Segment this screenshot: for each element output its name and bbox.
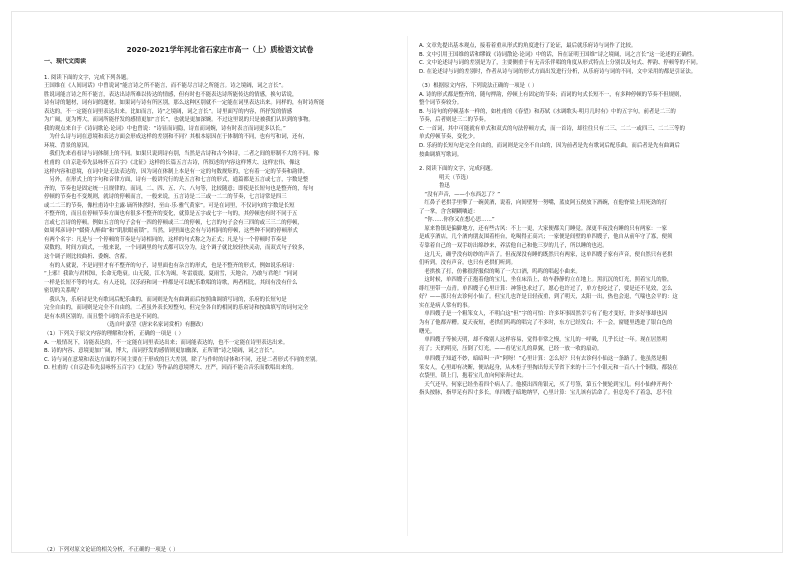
exam-page [12,12,782,552]
left-body-text [44,82,396,373]
text-line: 齐的，节奏也是固定统一且规律的。而词，二、四、五、六、八句等，比较随意；即使是长短句也是整齐的，每句 [44,185,314,192]
text-line: 专靠着自己的一双手纺出绵纱来，养活他自己和他三岁的儿子，所以睡的也迟。 [419,243,608,250]
text-line: B. 诗的内容、意境更加广阔，博大，而词抒发的感情则更加幽深，正所谓“诗之境阔，词之言长”。 [44,348,278,355]
text-line: （选自叶嘉莹《唐宋名家词赏析》有删改） [104,322,207,329]
text-line: （1）下列关于原文内容的理解和分析，正确的一项是（ ） [44,330,184,337]
text-line: 密切的关系呢？ [44,288,82,295]
text-line: 老拱挨了打，仿佛很舒服似的喝了一大口酒，呜呜的唱起小曲来。 [419,268,581,275]
text-line: 节奏，后者则是三二的节奏。 [419,117,490,124]
text-line: C. 文中论述诗与词的差别是为了，主要侧重于有无音乐伴唱的角度从形式特点上分别以及句式、押韵、停顿等的不同。 [419,60,702,67]
text-line: 好？——那只有去诊何小仙了。但宝儿也许是日轻夜重，到了明天，太阳一出，热也会退，气喘也会平的：这 [419,294,678,301]
text-line: D. 乐府的长短句是完全自由的，而词则是完全不自由的，因为前者是先有歌词后配乐曲，而后者是先有曲调后 [419,143,680,150]
text-line: 们听到，没有声音，也只有老拱们听到。 [419,260,517,267]
text-line: 这个调子则比较曲折、委婉、含蓄。 [44,254,131,261]
text-line: 表达的，不一定能在词里表达出来。比如而言，诗“之境阔，词之言长”。诗里面写的内容，所抒发的情感 [44,108,293,115]
question-intro: 1. 阅读下面的文字，完成下列各题。 [44,74,132,81]
text-line: 为什么诗与词在意境和表达方面会形成这样的差别和不同？其根本原因在于体制的不同，也有写和词，还有， [44,134,309,141]
text-line: 停顿的节奏也不变规则，就诗的停顿而言，一般来说，五言诗是二三或一二二的节奏，七言诗常是四三 [44,194,287,201]
text-line: 环境、背景的原因。 [44,142,93,149]
text-line: 完全自由的，而词则是完全不自由的。二者虽外表长短整句，但完全各自的相同的乐府诗和按曲填写的词句完全 [44,305,309,312]
text-line: 诗有诗的题材，词有词的题材。如果词与诗有所区别，那么这种区别就不一定能在词里表达出来。同样的，有时诗所能 [44,100,325,107]
text-line: “上邪！我欲与君相知，长命无绝衰。山无陵，江水为竭，冬雷震震，夏雨雪，天地合，乃敢与君绝！”同词 [44,271,298,278]
text-line: 单式停顿节奏，变化少。 [419,134,479,141]
text-line: 如周邦彦词中“媛倚人醉曲”和“肌肤眼前锁”。当然，词里面也会有与诗相同的停顿，这些种不同的停顿形式 [44,228,298,235]
text-line: C. 一首词，其中可能就有单式和双式的句法停顿方式，而一首诗，却往往只有二三、二二一或四三、二二三等的 [419,125,685,132]
text-line: “你……你你又在想心思……” [419,217,495,224]
text-line: 为广阔，更为博大，而词所能抒发的感情更加“言长”，也就是更加深婉。不过这里说的只是被我们认识到的事物。 [44,117,314,124]
text-line: A. 诗的形式都是整齐的，随句押韵，停顿上有固定的节奏；而词的句式长短不一，有多种停顿的节奏不但规则， [419,91,685,98]
text-line: 不整齐的，而且在停顿节奏方面也有很多不整齐的变化，就算是五字或七字一句的，其停顿也有时不同于五 [44,211,298,218]
text-line: 单四嫂子是一个粗笨女人，不明白这“但”字的可怕：许多坏事固然幸亏有了他才变好，许多好事却也因 [419,311,668,318]
text-line: 绯红里带一点青。单四嫂子心里计算：神签也求过了，愿心也许过了，单方也吃过了，要是还不见效，怎么 [419,285,673,292]
text-line: 鲁迅 [439,183,450,190]
text-line: 有的人就说，不是词里才有不整齐的句子，诗里面也有杂言的形式，也是不整齐的形式，例如说乐府诗： [44,262,298,269]
text-line: 言或七言诗的停顿。例如五言的句子会有一四的停顿或三二的停顿，七言的句子会有三四的或三三二的停顿， [44,219,303,226]
text-line: 为有了他都弄糟。夏天夜短，老拱们呜呜的唱完了不多时，东方已经发白；不一会，窗缝里透进了银白色的 [419,319,673,326]
text-line: 曙光。 [419,328,436,335]
text-line: B. 文中引用王国维的话和缪钺《诗词散论·论词》中的话，旨在证明王国维“诗之境阔，词之言长”这一论述的正确性。 [419,51,698,58]
text-line: 衣袋里，锁上门，抱着宝儿直向何家奔过去。 [419,373,527,380]
right-column [419,42,775,398]
text-line: 双数的，时间方面式，一般来说，一个词调里的句式都可以分为，这个调子就比较轻快灵动，而双式句子较多， [44,245,309,252]
text-line: 王国维在《人间词话》中曾说词“能言诗之所不能言，而不能尽言诗之所能言。诗之境阔，词之言长”。 [44,83,287,90]
text-line: 了一掌，含含糊糊嚷道： [419,208,479,215]
text-line: A. 文章先提出基本观点，接着着重从形式的角度进行了论证，最后就乐府诗与词作了比较。 [419,43,637,49]
text-line: 胜说词能言诗之所不能言，表达出诗所难以传达的情感，但有时也不能表达诗所能传达的情感，换句话说， [44,91,298,98]
section-heading: 一、现代文阅读 [44,58,87,65]
text-line: C. 诗与词在意境和表达方面的不同主要在于形成的巨大差别，除了与作时的诗体和不同，还是二者形式不同的差别。 [44,356,321,363]
text-line: 按曲调填写歌词。 [419,151,463,158]
text-line: 红鼻子老拱手里擎了一碗黄酒，说着，向间壁努一努嘴，蓝皮阿五便放下酒碗，在他脊梁上用死劲的打 [419,200,667,207]
left-column [44,58,396,373]
text-line: 我的观点来自于《诗词歌论·论词》中也曾说：“诗显而词隐，诗直而词婉，诗有时表言而词更多以长。” [44,125,286,132]
text-line: 原来鲁镇是偏僻地方，还有些古风：不上一更，大家便都关门睡觉。深更半夜没有睡的只有两家：一家 [419,225,667,232]
text-line: 另外，在形式上的字句和音律方面，诗有一般讲究行的是五言和七言的形式，通篇都是五言或七言，字数是整 [44,177,309,184]
text-line: 实在是病人常有的事。 [419,302,473,309]
text-line: 这几天，确乎没有纺纱的声音了。但夜深没有睡的既然只有两家，这单四嫂子家有声音，便自然只有老拱 [419,251,673,258]
text-line: （3）根据原文内容，下列说法正确的一项是（ ） [419,83,538,90]
exam-title: 2020-2021学年河北省石家庄市高一（上）质检语文试卷 [126,45,314,54]
text-line: A. 一般情况下，诗能表达的，不一定能在词里表达出来；而词能表达的，也不一定能在诗里表达出来。 [44,339,289,346]
text-line: B. 与诗句的停顿基本一样的，如杜甫的《春望》和苏轼《水调歌头·明月几时有》中的五字句，前者是二三的 [419,108,676,115]
text-line: 2. 阅读下面的文字，完成问题。 [419,166,496,173]
text-line: 或二二三的节奏，像杜甫诗中主露·谪所体然时，至山·乐·雅气黄家”。可是在词里，不仅词句的字数是长短 [44,202,295,209]
text-line: 天气还早，何家已经坐着四个病人了。他摸出四角银元，买了号签，第五个便轮到宝儿。何小仙伸开两个 [419,381,673,388]
text-line: D. 杜甫的《自京赴奉先县咏怀五百字》《北征》等作品的意境博大、庄严，因而不能合音乐而歌唱出来的。 [44,365,297,372]
text-line: 有两个名字：凡是与一个停顿的节奏是与诗相同的，这样的句式称之为正式；凡是与一个停顿时节奏是 [44,236,287,243]
text-line: 单四嫂子等候天明，却不像别人这样容易，觉得非常之慢，宝儿的一呼吸，几乎长过一年。现在居然明 [419,337,667,344]
text-line: 笨女人，心里却有决断，便站起身，从木柜子里掏出每天节省下来的十三个小银元和一百八十个铜钱，都装在 [419,364,678,371]
text-line: 指头按脉，指甲足有四寸多长，单四嫂子暗地纳罕，心里计算：宝儿该有活命了。但总免不了着急，忍不住 [419,390,673,397]
text-line: 是咸亨酒店，几个酒肉朋友围着柜台，吃喝得正高兴；一家便是间壁的单四嫂子，他自从前年守了寡，便须 [419,234,673,241]
text-line: 我认为，乐府诗是先有歌词后配乐曲的，而词则是先有曲调而后按照曲调填写词的，乐府的长短句是 [44,296,287,303]
text-line: 是有本质区别的。而且整个词的音乐也是不同的。 [44,313,163,320]
text-line: 明天（节选） [439,174,472,181]
text-line: 单四嫂子知道不妙，暗暗叫一声“阿呀！”心里计算：怎么好？只有去诊何小仙这一条路了。他虽然是粗 [419,356,668,363]
text-line: 这样内容和意境，在词中是无法表达的，因为词在体制上本是有一定的句数规矩的，它有着一定的节奏和韵律。 [44,168,309,175]
text-line: 亮了；天的明亮，压倒了灯光，——看见宝儿的鼻翼，已经一放一收的扇动。 [419,345,603,352]
text-line: 我们先来看看诗与词体制上的不同。如果只说到诗有别，当然是古诗和古今体诗，二者之间的形制不大的不同。像 [44,151,319,158]
text-line: 整个词节奏较分。 [419,100,463,107]
text-line: “没有声音，——小东西怎了？” [419,191,501,198]
text-line: 杜甫的《自京赴奉先县咏怀五百字》《北征》这样的长篇五言古诗，所叙述的内容这样博大、这样宏伟，像这 [44,160,301,167]
right-body-text [419,42,775,398]
column-divider [407,36,408,536]
text-line: 一样是长短不等的句式。有人还说，汉乐府和词一样都是可以配乐歌唱的诗歌，两者相比，其间有没有什么 [44,279,298,286]
question-2-stem: （2）下列对原文论证的相关分析，不正确的一项是（ ） [44,547,179,553]
text-line: 这时候，单四嫂子正抱着他的宝儿，坐在床沿上，纺车静静的立在地上。黑沉沉的灯光，照着宝儿的脸， [419,277,673,284]
text-line: D. 在论述诗与词的差别时，作者从诗与词的形式方面出发进行分析，从乐府诗与词的不同，文中采用的都是引证法。 [419,68,697,75]
